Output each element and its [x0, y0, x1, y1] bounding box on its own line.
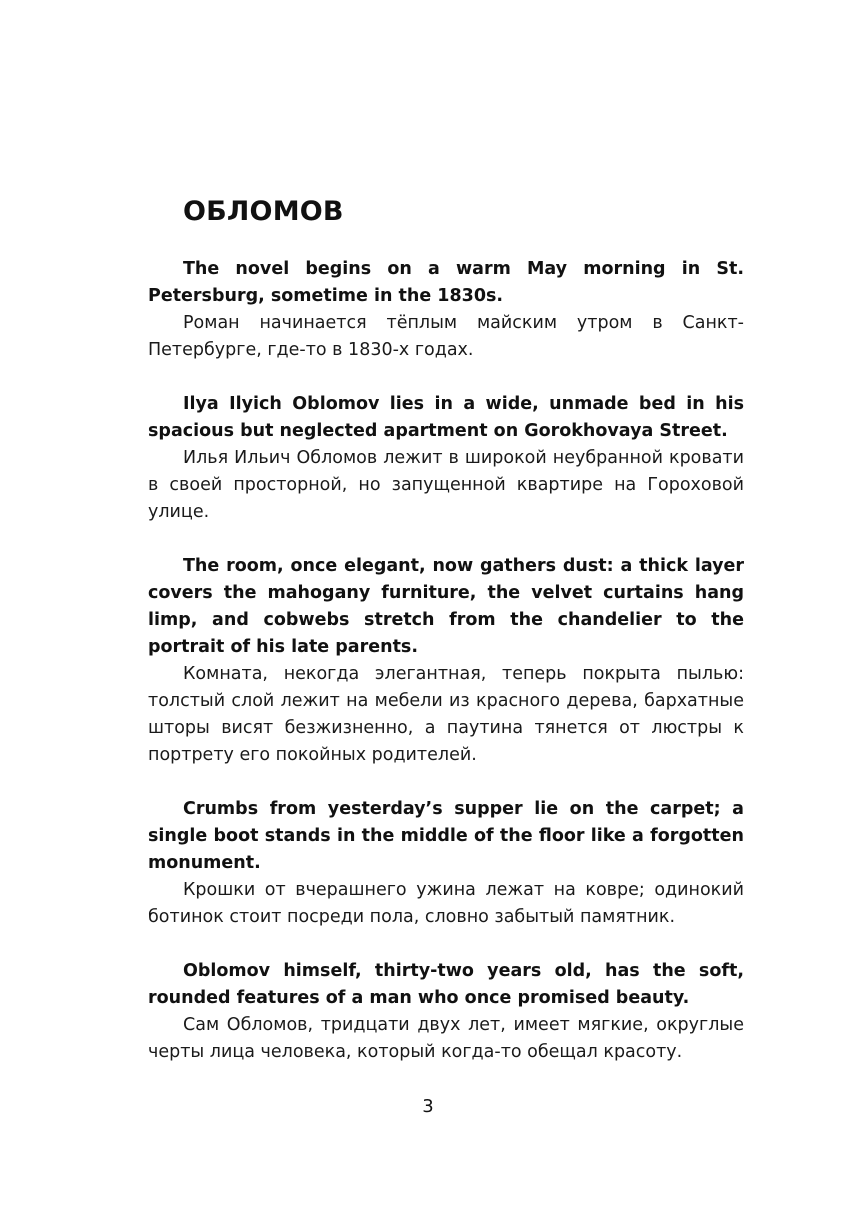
- russian-paragraph: Сам Обломов, тридцати двух лет, имеет мягкие, округлые черты лица человека, который когда-то обещал красоту.: [148, 1015, 744, 1062]
- paragraph-pair: [148, 391, 744, 526]
- paragraph-pair: [148, 553, 744, 769]
- page-body: [148, 256, 744, 1093]
- russian-paragraph: Илья Ильич Обломов лежит в широкой неубранной кровати в своей просторной, но запущенной квартире на Гороховой улице.: [148, 448, 744, 522]
- english-paragraph: The novel begins on a warm May morning in St. Petersburg, sometime in the 1830s.: [148, 259, 744, 306]
- paragraph-pair: [148, 796, 744, 931]
- russian-paragraph: Роман начинается тёплым майским утром в Санкт-Петербурге, где-то в 1830-х годах.: [148, 313, 744, 360]
- english-paragraph: The room, once elegant, now gathers dust: a thick layer covers the mahogany furniture, the velvet curtains hang limp, and cobwebs stretch from the chandelier to the portrait of his late parents.: [148, 556, 744, 657]
- russian-paragraph: Крошки от вчерашнего ужина лежат на ковре; одинокий ботинок стоит посреди пола, словно забытый памятник.: [148, 880, 744, 927]
- russian-paragraph: Комната, некогда элегантная, теперь покрыта пылью: толстый слой лежит на мебели из красного дерева, бархатные шторы висят безжизненно, а паутина тянется от люстры к портрету его покойных родителей.: [148, 664, 744, 765]
- paragraph-pair: [148, 256, 744, 364]
- english-paragraph: Crumbs from yesterday’s supper lie on the carpet; a single boot stands in the middle of the floor like a forgotten monument.: [148, 799, 744, 873]
- chapter-title: ОБЛОМОВ: [183, 196, 344, 227]
- page-number: 3: [422, 1096, 434, 1117]
- english-paragraph: Oblomov himself, thirty-two years old, has the soft, rounded features of a man who once promised beauty.: [148, 961, 744, 1008]
- english-paragraph: Ilya Ilyich Oblomov lies in a wide, unmade bed in his spacious but neglected apartment on Gorokhovaya Street.: [148, 394, 744, 441]
- paragraph-pair: [148, 958, 744, 1066]
